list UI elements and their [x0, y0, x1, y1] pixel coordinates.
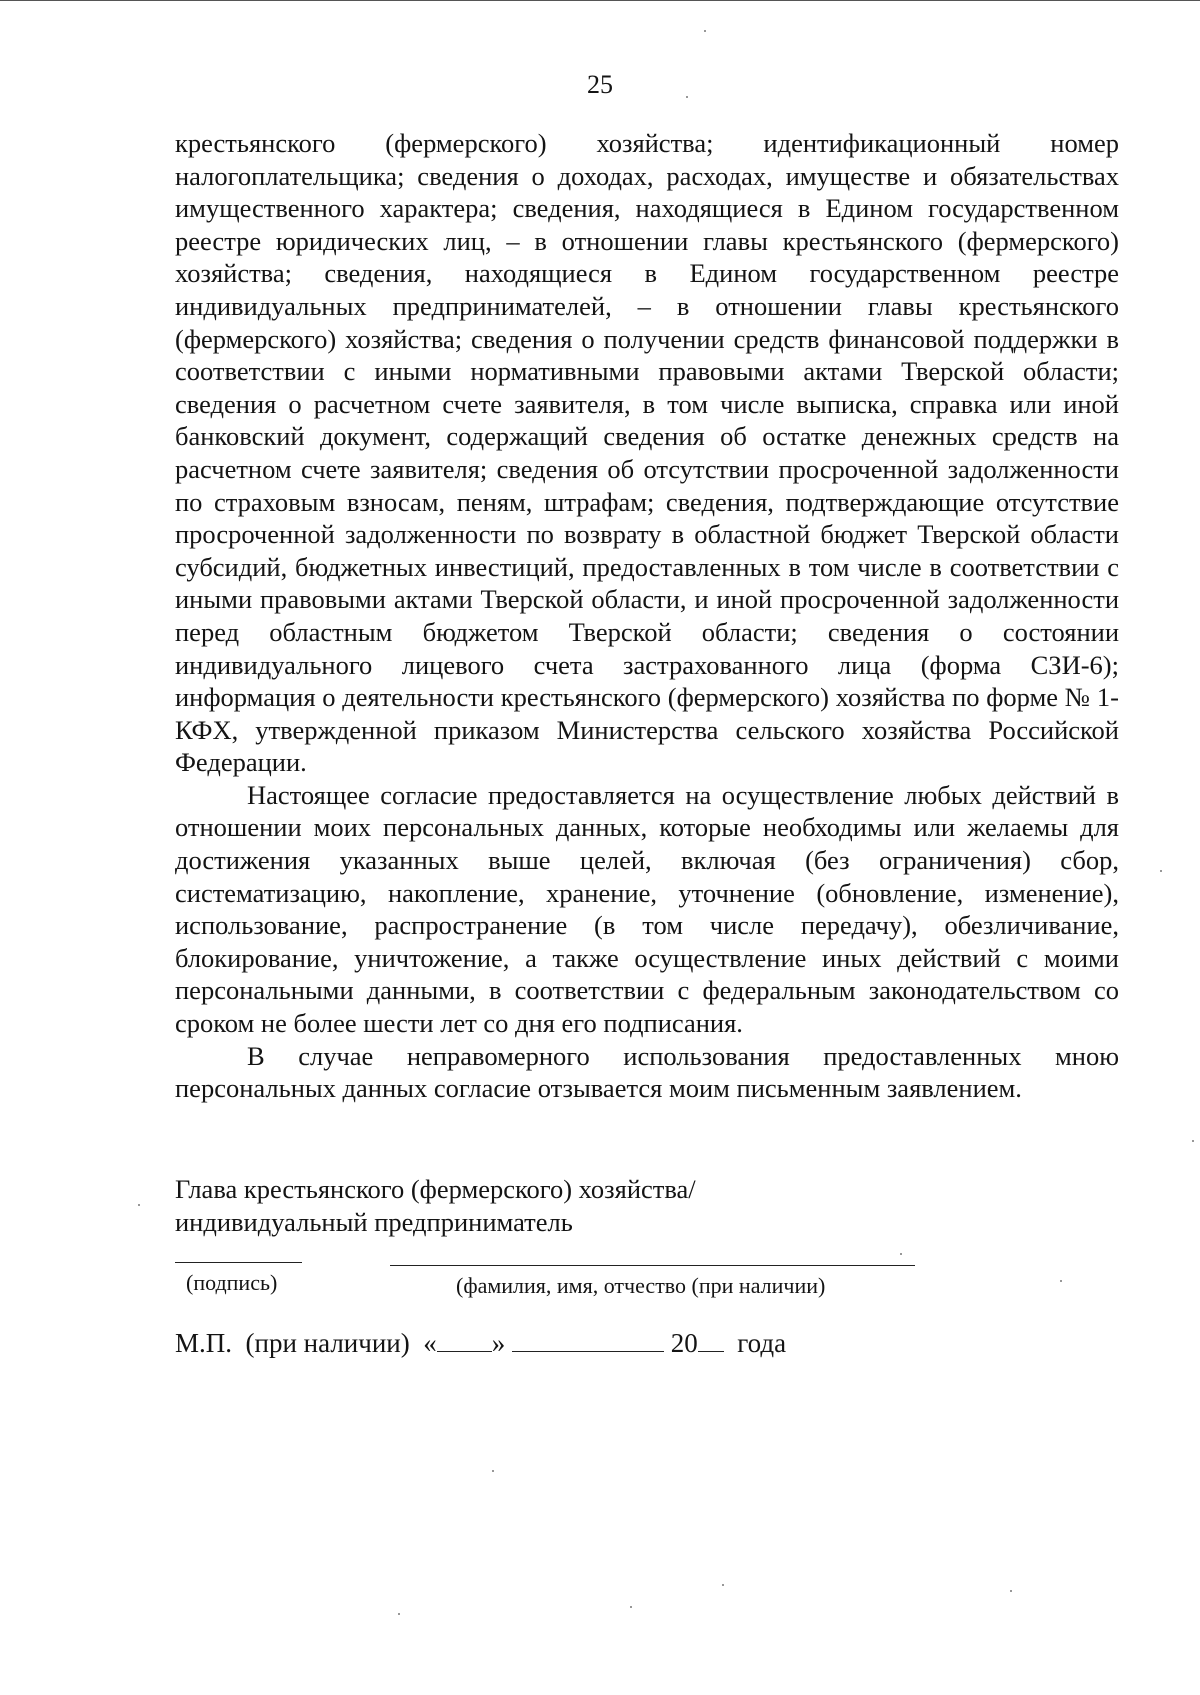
scan-top-edge [0, 0, 1200, 1]
year-prefix: 20 [670, 1328, 698, 1358]
full-name-caption: (фамилия, имя, отчество (при наличии) [456, 1273, 826, 1298]
day-quote-close: » [491, 1328, 506, 1358]
scan-speck [630, 1606, 632, 1608]
scan-speck [900, 1253, 902, 1255]
body-text [175, 127, 1119, 1105]
scan-speck [398, 1613, 400, 1615]
paragraph-consent-revocation: В случае неправомерного использования предоставленных мною персональных данных согласие отзывается моим письменным заявлением. [175, 1040, 1119, 1104]
day-quote-open: « [423, 1328, 437, 1358]
year-blank [698, 1329, 724, 1352]
page-number: 25 [587, 70, 613, 99]
year-word: года [737, 1328, 787, 1358]
scan-speck [704, 30, 706, 32]
scan-speck [492, 1470, 494, 1472]
month-blank [512, 1329, 664, 1352]
stamp-label: М.П. [175, 1328, 233, 1358]
stamp-note: (при наличии) [245, 1328, 410, 1358]
scan-speck [1060, 1280, 1062, 1282]
signatory-title-line-1: Глава крестьянского (фермерского) хозяйства/ [175, 1174, 696, 1204]
signature-line [175, 1262, 302, 1263]
scan-speck [1160, 870, 1162, 872]
paragraph-consent-scope: Настоящее согласие предоставляется на осуществление любых действий в отношении моих персональных данных, которые необходимы или желаемы для достижения указанных выше целей, включая (без ограничения) сбор, систематизацию, накопление, хранение, уточнение (обновление, изменение), использование, распространение (в том числе передачу), обезличивание, блокирование, уничтожение, а также осуществление иных действий с моими персональными данными, в соответствии с федеральным законодательством со сроком не более шести лет со дня его подписания. [175, 779, 1119, 1039]
signature-caption: (подпись) [186, 1270, 278, 1295]
scan-speck [1010, 1590, 1012, 1592]
day-blank [437, 1329, 492, 1352]
scan-speck [138, 1204, 140, 1206]
stamp-date-row [175, 1328, 786, 1359]
full-name-line [390, 1265, 915, 1266]
scan-speck [686, 96, 688, 98]
signatory-title [175, 1173, 696, 1239]
scan-speck [1192, 1140, 1194, 1142]
paragraph-data-list: крестьянского (фермерского) хозяйства; идентификационный номер налогоплательщика; сведения о доходах, расходах, имуществе и обязательствах имущественного характера; сведения, находящиеся в Едином государственном реестре юридических лиц, – в отношении главы крестьянского (фермерского) хозяйства; сведения, находящиеся в Едином государственном реестре индивидуальных предпринимателей, – в отношении главы крестьянского (фермерского) хозяйства; сведения о получении средств финансовой поддержки в соответствии с иными нормативными правовыми актами Тверской области; сведения о расчетном счете заявителя, в том числе выписка, справка или иной банковский документ, содержащий сведения об остатке денежных средств на расчетном счете заявителя; сведения об отсутствии просроченной задолженности по страховым взносам, пеням, штрафам; сведения, подтверждающие отсутствие просроченной задолженности по возврату в областной бюджет Тверской области субсидий, бюджетных инвестиций, предоставленных в том числе в соответствии с иными правовыми актами Тверской области, и иной просроченной задолженности перед областным бюджетом Тверской области; сведения о состоянии индивидуального лицевого счета застрахованного лица (форма СЗИ-6); информация о деятельности крестьянского (фермерского) хозяйства по форме № 1-КФХ, утвержденной приказом Министерства сельского хозяйства Российской Федерации. [175, 128, 1119, 778]
signatory-title-line-2: индивидуальный предприниматель [175, 1207, 573, 1237]
scan-speck [722, 1584, 724, 1586]
